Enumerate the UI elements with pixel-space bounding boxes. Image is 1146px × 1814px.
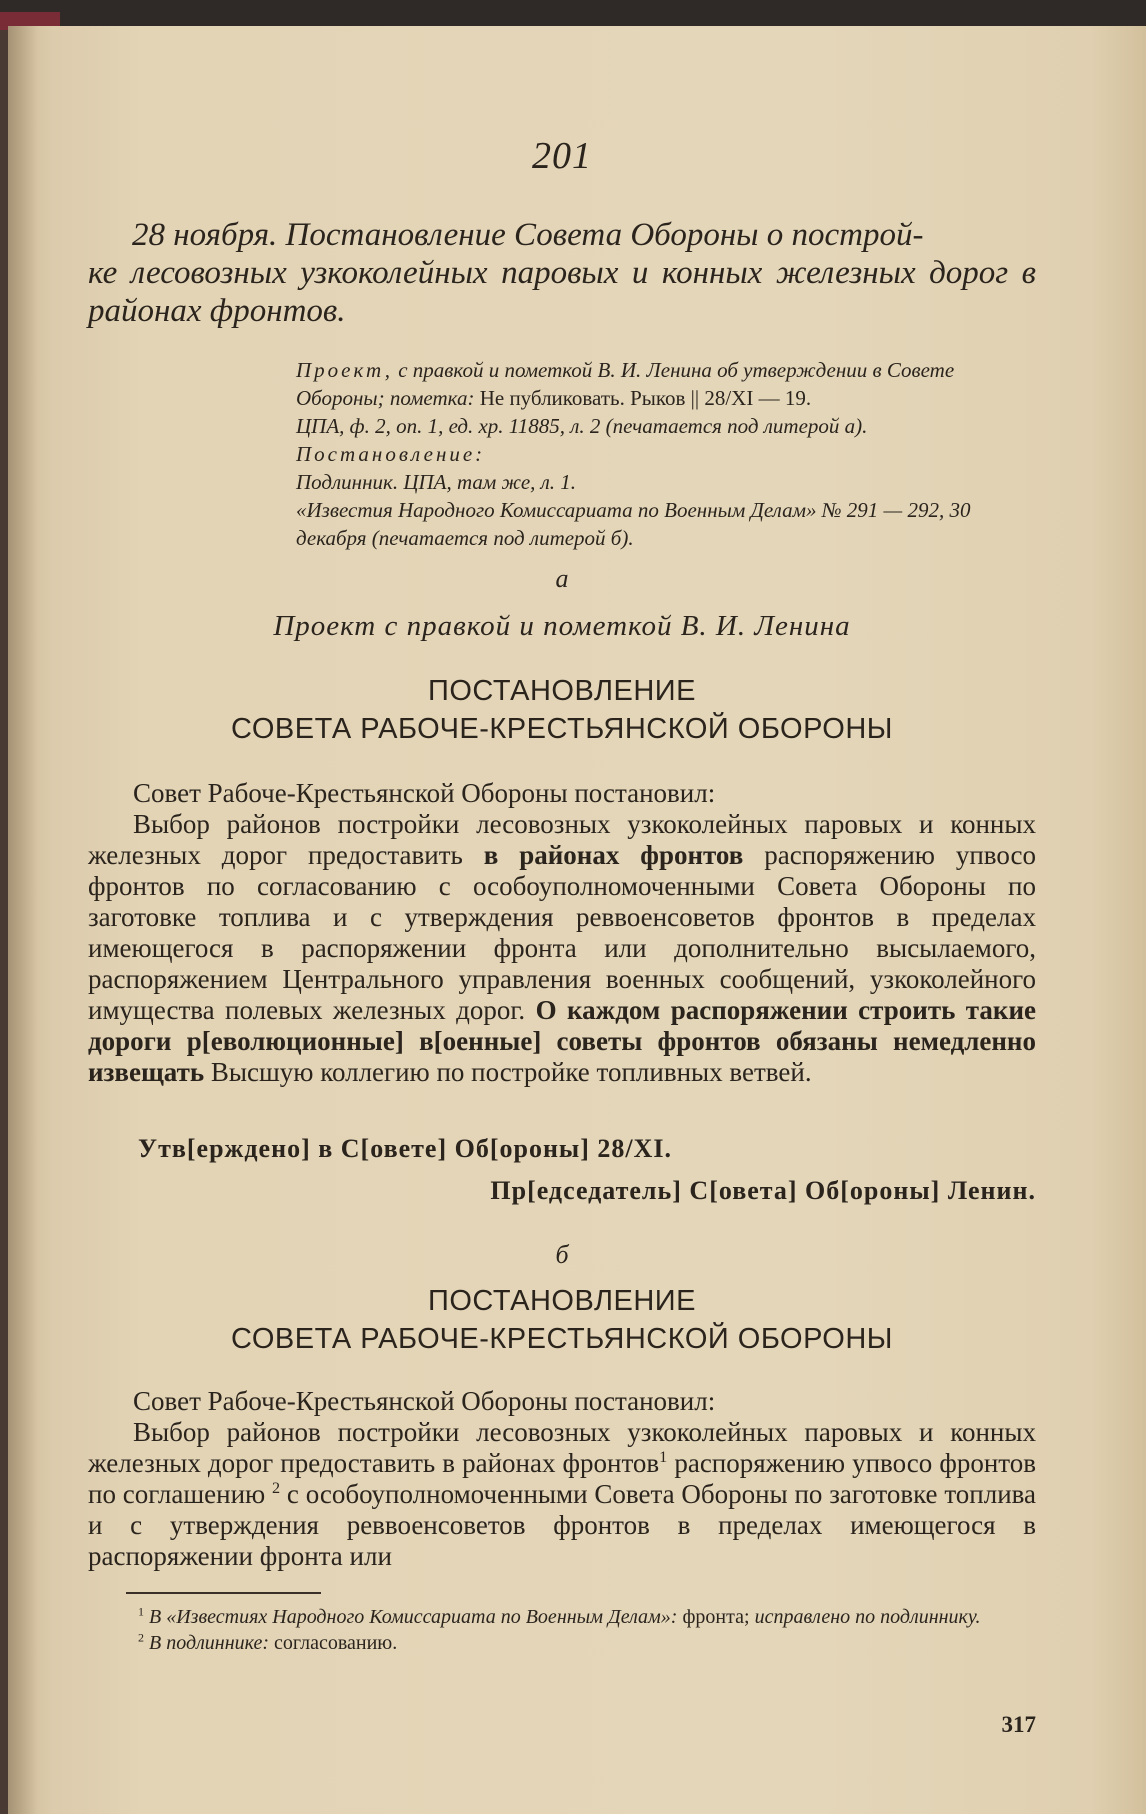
footnote-italic: В подлиннике:: [149, 1632, 270, 1654]
source-note-1: [296, 356, 1036, 412]
section-a-paragraph-2: [88, 809, 1036, 1088]
section-b-paragraph-2: [88, 1417, 1036, 1572]
page-number: 317: [1001, 1712, 1036, 1737]
chairman-signature: Пр[едседатель] С[овета] Об[ороны] Ленин.: [490, 1176, 1036, 1205]
document-heading: [88, 216, 1036, 330]
document-number: 201: [532, 135, 592, 177]
section-a-paragraph-1: Совет Рабоче-Крестьянской Обороны постановил:: [133, 778, 716, 808]
source-note-italic: с правкой и пометкой В. И. Ленина об утверждении в Совете Обороны; пометка:: [296, 358, 955, 410]
footnote-divider: [126, 1592, 321, 1594]
text-run: Высшую коллегию по постройке топливных ветвей.: [210, 1057, 812, 1087]
footnote-mark: 2: [138, 1630, 144, 1645]
bold-insert: в районах фронтов: [483, 840, 744, 870]
section-a-title-line-2: СОВЕТА РАБОЧЕ-КРЕСТЬЯНСКОЙ ОБОРОНЫ: [231, 713, 893, 745]
section-b-body: [88, 1386, 1036, 1572]
source-note-5: «Известия Народного Комиссариата по Военным Делам» № 291 — 292, 30 декабря (печатается под литерой б).: [296, 498, 971, 550]
source-notes: [296, 356, 1036, 552]
footnotes: [88, 1604, 1036, 1656]
footnote-text: согласованию.: [274, 1632, 398, 1654]
heading-rest: ке лесовозных узкоколейных паровых и конных железных дорог в районах фронтов.: [88, 255, 1036, 329]
section-b-title-line-2: СОВЕТА РАБОЧЕ-КРЕСТЬЯНСКОЙ ОБОРОНЫ: [231, 1323, 893, 1355]
section-letter-a: а: [555, 564, 569, 593]
section-a-body: [88, 778, 1036, 1088]
footnote-mark: 1: [138, 1604, 144, 1619]
footnote-ref-2[interactable]: 2: [272, 1479, 281, 1497]
source-note-label: Проект,: [296, 358, 393, 382]
source-note-4: Подлинник. ЦПА, там же, л. 1.: [296, 470, 577, 494]
bold-insert: О каждом распоряжении строить такие дороги р[еволюционные] в[оенные] советы фронтов обязаны немедленно извещать: [88, 995, 1036, 1087]
footnote-text: фронта;: [682, 1606, 750, 1628]
source-note-2: ЦПА, ф. 2, оп. 1, ед. хр. 11885, л. 2 (печатается под литерой а).: [296, 414, 868, 438]
text-run: Выбор районов постройки лесовозных узкоколейных паровых и конных железных дорог предоставить в районах фронтов: [88, 1417, 1036, 1478]
section-b-paragraph-1: Совет Рабоче-Крестьянской Обороны постановил:: [133, 1386, 716, 1416]
section-a-title-line-1: ПОСТАНОВЛЕНИЕ: [428, 675, 696, 707]
heading-line-1: 28 ноября. Постановление Совета Обороны о построй-: [132, 217, 924, 253]
text-run: распоряжению упвосо фронтов по согласованию с особоуполномоченными Совета Обороны по заготовке топлива и с утверждения реввоенсоветов фронтов в пределах имеющегося в распоряжении фронта или дополнительно высылаемого, распоряжением Центрального управления военных сообщений, узкоколейного имущества полевых железных дорог.: [88, 840, 1037, 1025]
page-gutter: [8, 26, 38, 1814]
section-b-title: [88, 1282, 1036, 1358]
footnote-italic: В «Известиях Народного Комиссариата по Военным Делам»:: [149, 1606, 678, 1628]
section-letter-b: б: [555, 1240, 569, 1269]
section-a-title: [88, 672, 1036, 748]
footnote-2: [88, 1630, 1036, 1656]
approval-note: Утв[ерждено] в С[овете] Об[ороны] 28/XI.: [138, 1134, 673, 1163]
footnote-ref-1[interactable]: 1: [659, 1448, 668, 1466]
book-page: [8, 26, 1146, 1814]
text-run: Выбор районов постройки лесовозных узкоколейных паровых и конных железных дорог предоставить: [88, 809, 1036, 870]
footnote-italic: исправлено по подлиннику.: [754, 1606, 981, 1628]
source-note-mark: Не публиковать. Рыков || 28/XI — 19.: [479, 386, 812, 410]
text-run: распоряжению упвосо фронтов по соглашению: [88, 1448, 1036, 1509]
section-b-title-line-1: ПОСТАНОВЛЕНИЕ: [428, 1285, 696, 1317]
source-note-3: Постановление:: [296, 442, 486, 466]
section-a-subtitle: Проект с правкой и пометкой В. И. Ленина: [273, 610, 851, 642]
footnote-1: [88, 1604, 1036, 1630]
text-run: с особоуполномоченными Совета Обороны по заготовке топлива и с утверждения реввоенсоветов фронтов в пределах имеющегося в распоряжении фронта или: [88, 1479, 1037, 1571]
